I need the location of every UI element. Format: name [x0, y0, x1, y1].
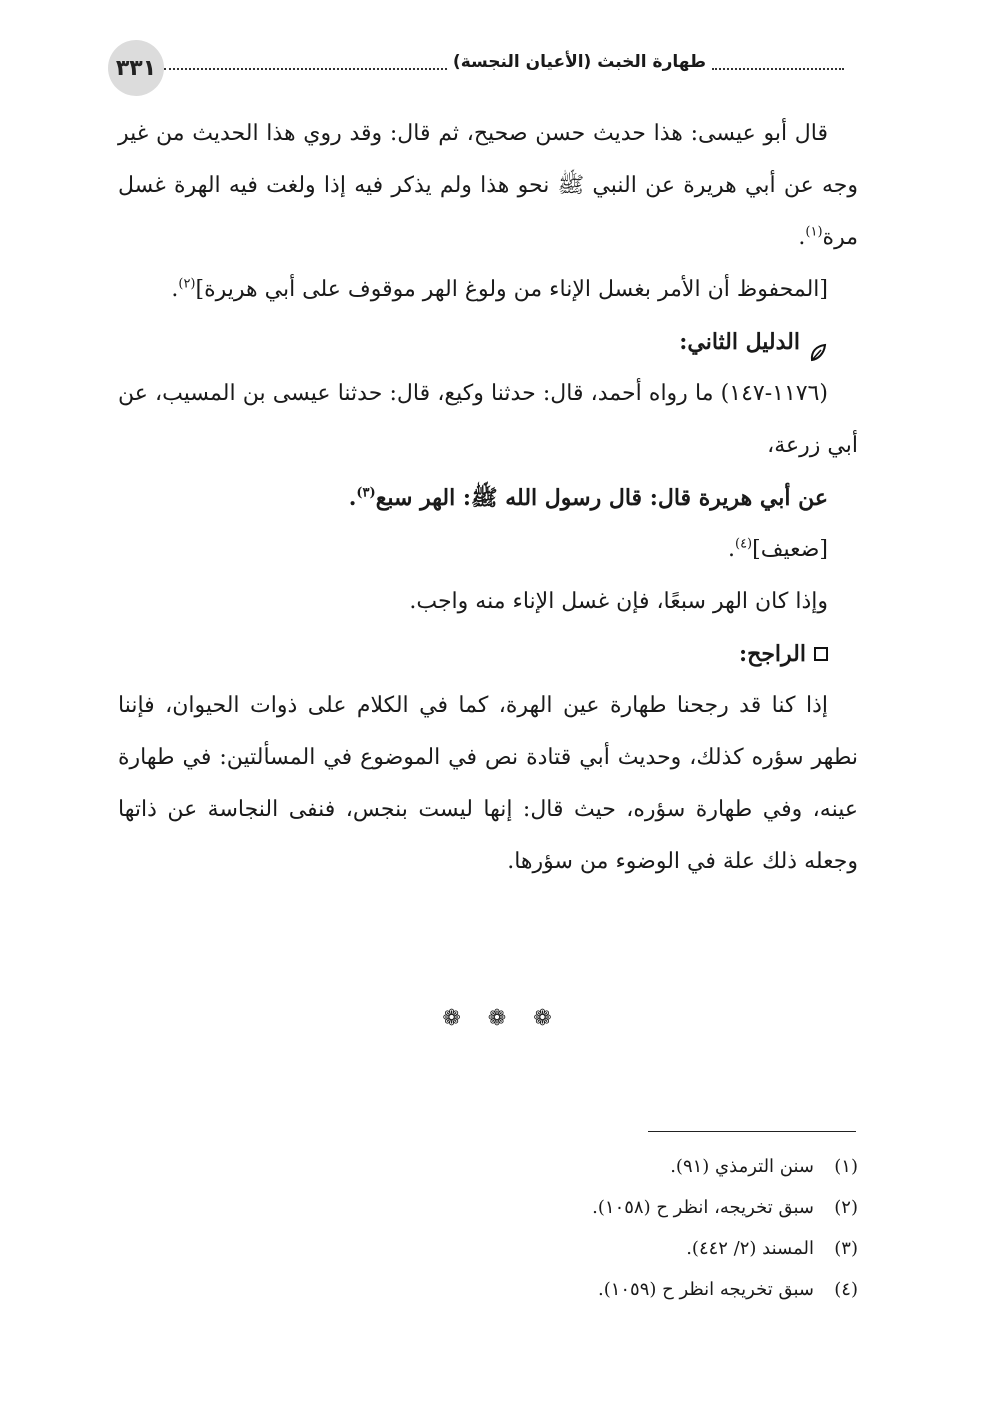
heading-preferred [118, 628, 828, 680]
footnote-ref-2[interactable]: (٢) [178, 276, 196, 292]
main-text [118, 108, 858, 888]
footnote-text: المسند (٢/ ٤٤٢). [686, 1238, 814, 1259]
page-number-badge: ٣٣١ [108, 40, 164, 96]
header-title-line [164, 52, 844, 72]
paragraph-grading [118, 524, 858, 576]
header-title: طهارة الخبث (الأعيان النجسة) [452, 52, 706, 72]
punct: . [171, 277, 179, 302]
footnote-text: سبق تخريجه انظر ح (١٠٥٩). [597, 1279, 814, 1300]
paragraph-preferred [118, 680, 858, 888]
footnote-rule [648, 1131, 856, 1132]
footnote-number: (٤) [834, 1279, 858, 1300]
heading-second-evidence [118, 316, 828, 368]
footnote-number: (٢) [834, 1197, 858, 1218]
punct: . [348, 485, 357, 511]
section-separator: ❁ ❁ ❁ [442, 1006, 562, 1031]
footnote-ref-4[interactable]: (٤) [734, 536, 753, 552]
heading-text: الدليل الثاني: [679, 329, 800, 355]
footnote-number: (٣) [834, 1238, 858, 1259]
footnote-number: (١) [834, 1156, 858, 1177]
paragraph-hadith [118, 472, 858, 524]
footnote-text: سبق تخريجه، انظر ح (١٠٥٨). [592, 1197, 814, 1218]
paragraph-text: (١١٧٦-١٤٧) ما رواه أحمد، قال: حدثنا وكيع، قال: حدثنا عيسى بن المسيب، عن أبي زرعة، [118, 381, 858, 458]
paragraph-mahfuz [118, 264, 858, 316]
paragraph-text: [ضعيف] [752, 537, 828, 562]
paragraph-tirmidhi [118, 108, 858, 264]
paragraph-text: عن أبي هريرة قال: قال رسول الله ﷺ: الهر سبع [375, 485, 828, 511]
punct: . [727, 537, 735, 562]
square-bullet-icon [814, 647, 828, 661]
footnotes [138, 1146, 858, 1310]
footnote-ref-3[interactable]: (٣) [356, 485, 376, 501]
running-header [108, 40, 844, 100]
footnote-item [138, 1269, 858, 1310]
paragraph-conclusion [118, 576, 858, 628]
footnote-ref-1[interactable]: (١) [805, 224, 823, 240]
heading-text: الراجح: [739, 641, 806, 667]
paragraph-text: [المحفوظ أن الأمر بغسل الإناء من ولوغ الهر موقوف على أبي هريرة] [195, 277, 828, 302]
footnote-item [138, 1228, 858, 1269]
header-dots-right [712, 54, 844, 70]
punct: . [798, 225, 806, 250]
footnote-item [138, 1187, 858, 1228]
paragraph-text: وإذا كان الهر سبعًا، فإن غسل الإناء منه واجب. [409, 589, 828, 614]
paragraph-text: إذا كنا قد رجحنا طهارة عين الهرة، كما في الكلام على ذوات الحيوان، فإننا نطهر سؤره كذلك، وحديث أبي قتادة نص في الموضوع في المسألتين: في طهارة عينه، وفي طهارة سؤره، حيث قال: إنها ليست بنجس، فنفى النجاسة عن ذاتها وجعله ذلك علة في الوضوء من سؤرها. [118, 693, 858, 874]
footnote-item [138, 1146, 858, 1187]
leaf-bullet-icon [808, 331, 828, 353]
paragraph-text: قال أبو عيسى: هذا حديث حسن صحيح، ثم قال: وقد روي هذا الحديث من غير وجه عن أبي هريرة عن النبي ﷺ نحو هذا ولم يذكر فيه إذا ولغت فيه الهرة غسل مرة [118, 121, 858, 250]
header-dots-left [164, 54, 447, 70]
paragraph-isnad [118, 368, 858, 472]
footnote-text: سنن الترمذي (٩١). [670, 1156, 814, 1177]
